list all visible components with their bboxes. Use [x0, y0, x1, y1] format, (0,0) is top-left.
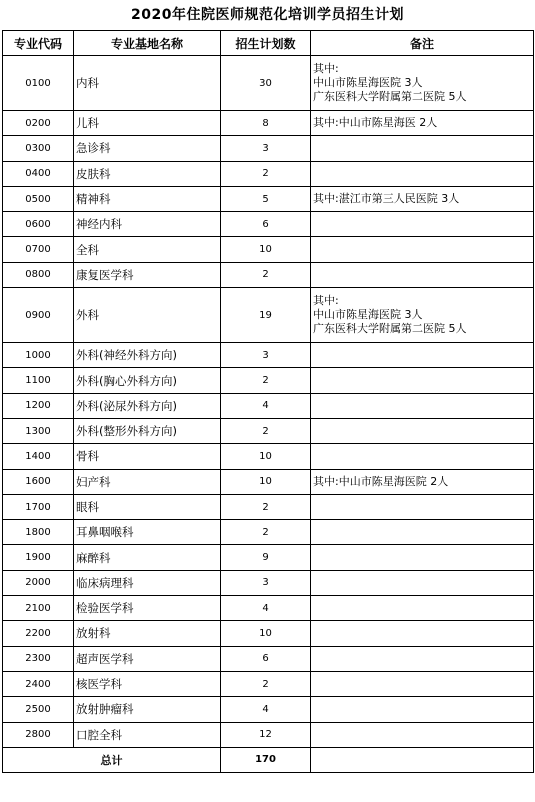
cell-plan: 9 — [221, 545, 311, 570]
table-row — [3, 444, 534, 469]
cell-code: 1000 — [3, 343, 74, 368]
note-line: 其中:中山市陈星海医 2人 — [313, 116, 438, 130]
cell-code: 1800 — [3, 520, 74, 545]
total-note — [311, 747, 534, 772]
cell-note — [311, 671, 534, 696]
cell-plan: 2 — [221, 520, 311, 545]
table-row — [3, 343, 534, 368]
page-title: 2020年住院医师规范化培训学员招生计划 — [131, 7, 404, 23]
cell-plan: 5 — [221, 186, 311, 211]
cell-name: 皮肤科 — [74, 161, 221, 186]
table-row — [3, 368, 534, 393]
cell-name: 外科(神经外科方向) — [74, 343, 221, 368]
cell-plan: 2 — [221, 262, 311, 287]
cell-plan: 2 — [221, 671, 311, 696]
cell-code: 2000 — [3, 570, 74, 595]
table-header-row — [3, 31, 534, 56]
cell-code: 1700 — [3, 494, 74, 519]
cell-code: 1200 — [3, 393, 74, 418]
table-row — [3, 161, 534, 186]
cell-code: 2400 — [3, 671, 74, 696]
table-row — [3, 56, 534, 111]
cell-code: 0900 — [3, 288, 74, 343]
cell-plan: 6 — [221, 646, 311, 671]
cell-note — [311, 722, 534, 747]
table-row — [3, 520, 534, 545]
cell-code: 0500 — [3, 186, 74, 211]
cell-plan: 30 — [221, 56, 311, 111]
cell-name: 康复医学科 — [74, 262, 221, 287]
cell-plan: 10 — [221, 444, 311, 469]
table-row — [3, 418, 534, 443]
cell-plan: 4 — [221, 393, 311, 418]
total-value: 170 — [221, 747, 311, 772]
cell-plan: 3 — [221, 136, 311, 161]
cell-note — [311, 621, 534, 646]
cell-note — [311, 368, 534, 393]
cell-note — [311, 520, 534, 545]
total-row — [3, 747, 534, 772]
cell-note — [311, 494, 534, 519]
cell-name: 检验医学科 — [74, 596, 221, 621]
cell-note — [311, 343, 534, 368]
table-row — [3, 136, 534, 161]
cell-plan: 3 — [221, 343, 311, 368]
cell-name: 外科(整形外科方向) — [74, 418, 221, 443]
note-line: 其中:湛江市第三人民医院 3人 — [313, 192, 460, 206]
cell-name: 临床病理科 — [74, 570, 221, 595]
enrollment-plan-table — [2, 30, 534, 773]
cell-name: 全科 — [74, 237, 221, 262]
cell-note — [311, 393, 534, 418]
cell-note — [311, 545, 534, 570]
table-row — [3, 570, 534, 595]
table-row — [3, 646, 534, 671]
cell-plan: 6 — [221, 212, 311, 237]
note-line: 其中: — [313, 62, 339, 75]
table-row — [3, 262, 534, 287]
cell-name: 外科(胸心外科方向) — [74, 368, 221, 393]
cell-name: 外科(泌尿外科方向) — [74, 393, 221, 418]
table-row — [3, 111, 534, 136]
cell-code: 0600 — [3, 212, 74, 237]
cell-note — [311, 212, 534, 237]
cell-plan: 2 — [221, 418, 311, 443]
cell-name: 内科 — [74, 56, 221, 111]
cell-note — [311, 444, 534, 469]
cell-code: 2200 — [3, 621, 74, 646]
total-label: 总计 — [3, 747, 221, 772]
cell-note — [311, 646, 534, 671]
table-body — [3, 56, 534, 748]
cell-plan: 2 — [221, 161, 311, 186]
cell-name: 口腔全科 — [74, 722, 221, 747]
cell-plan: 10 — [221, 621, 311, 646]
table-row — [3, 288, 534, 343]
cell-code: 2800 — [3, 722, 74, 747]
header-name: 专业基地名称 — [74, 31, 221, 56]
cell-plan: 4 — [221, 596, 311, 621]
table-row — [3, 545, 534, 570]
table-row — [3, 722, 534, 747]
cell-note — [311, 469, 534, 494]
table-row — [3, 393, 534, 418]
cell-code: 0100 — [3, 56, 74, 111]
cell-name: 放射肿瘤科 — [74, 697, 221, 722]
cell-code: 1300 — [3, 418, 74, 443]
cell-note — [311, 570, 534, 595]
cell-plan: 10 — [221, 469, 311, 494]
cell-note — [311, 161, 534, 186]
cell-name: 外科 — [74, 288, 221, 343]
cell-code: 0200 — [3, 111, 74, 136]
cell-code: 0300 — [3, 136, 74, 161]
cell-code: 0800 — [3, 262, 74, 287]
table-row — [3, 621, 534, 646]
note-line: 广东医科大学附属第二医院 5人 — [313, 322, 467, 336]
cell-name: 耳鼻咽喉科 — [74, 520, 221, 545]
note-line: 中山市陈星海医院 3人 — [313, 76, 423, 89]
cell-code: 0700 — [3, 237, 74, 262]
cell-note — [311, 697, 534, 722]
cell-plan: 12 — [221, 722, 311, 747]
table-row — [3, 671, 534, 696]
note-line: 其中:中山市陈星海医院 2人 — [313, 474, 449, 488]
cell-code: 1400 — [3, 444, 74, 469]
cell-plan: 10 — [221, 237, 311, 262]
cell-note — [311, 186, 534, 211]
cell-note — [311, 136, 534, 161]
table-row — [3, 469, 534, 494]
cell-plan: 4 — [221, 697, 311, 722]
cell-name: 超声医学科 — [74, 646, 221, 671]
cell-name: 精神科 — [74, 186, 221, 211]
cell-note — [311, 262, 534, 287]
cell-note — [311, 596, 534, 621]
cell-name: 儿科 — [74, 111, 221, 136]
cell-code: 1600 — [3, 469, 74, 494]
header-plan: 招生计划数 — [221, 31, 311, 56]
table-row — [3, 697, 534, 722]
cell-name: 骨科 — [74, 444, 221, 469]
cell-code: 1100 — [3, 368, 74, 393]
table-row — [3, 212, 534, 237]
cell-name: 眼科 — [74, 494, 221, 519]
cell-name: 急诊科 — [74, 136, 221, 161]
cell-note — [311, 237, 534, 262]
cell-code: 2500 — [3, 697, 74, 722]
cell-name: 神经内科 — [74, 212, 221, 237]
cell-code: 1900 — [3, 545, 74, 570]
cell-code: 0400 — [3, 161, 74, 186]
table-row — [3, 237, 534, 262]
cell-code: 2300 — [3, 646, 74, 671]
cell-plan: 19 — [221, 288, 311, 343]
cell-name: 麻醉科 — [74, 545, 221, 570]
cell-note — [311, 56, 534, 111]
table-row — [3, 186, 534, 211]
cell-plan: 2 — [221, 368, 311, 393]
note-line: 其中: — [313, 294, 339, 308]
note-line: 广东医科大学附属第二医院 5人 — [313, 90, 467, 103]
cell-note — [311, 288, 534, 343]
note-line: 中山市陈星海医院 3人 — [313, 308, 423, 322]
cell-plan: 2 — [221, 494, 311, 519]
cell-name: 妇产科 — [74, 469, 221, 494]
header-code: 专业代码 — [3, 31, 74, 56]
cell-note — [311, 418, 534, 443]
cell-note — [311, 111, 534, 136]
table-row — [3, 494, 534, 519]
cell-name: 核医学科 — [74, 671, 221, 696]
cell-plan: 3 — [221, 570, 311, 595]
cell-code: 2100 — [3, 596, 74, 621]
header-note: 备注 — [311, 31, 534, 56]
table-row — [3, 596, 534, 621]
cell-plan: 8 — [221, 111, 311, 136]
cell-name: 放射科 — [74, 621, 221, 646]
